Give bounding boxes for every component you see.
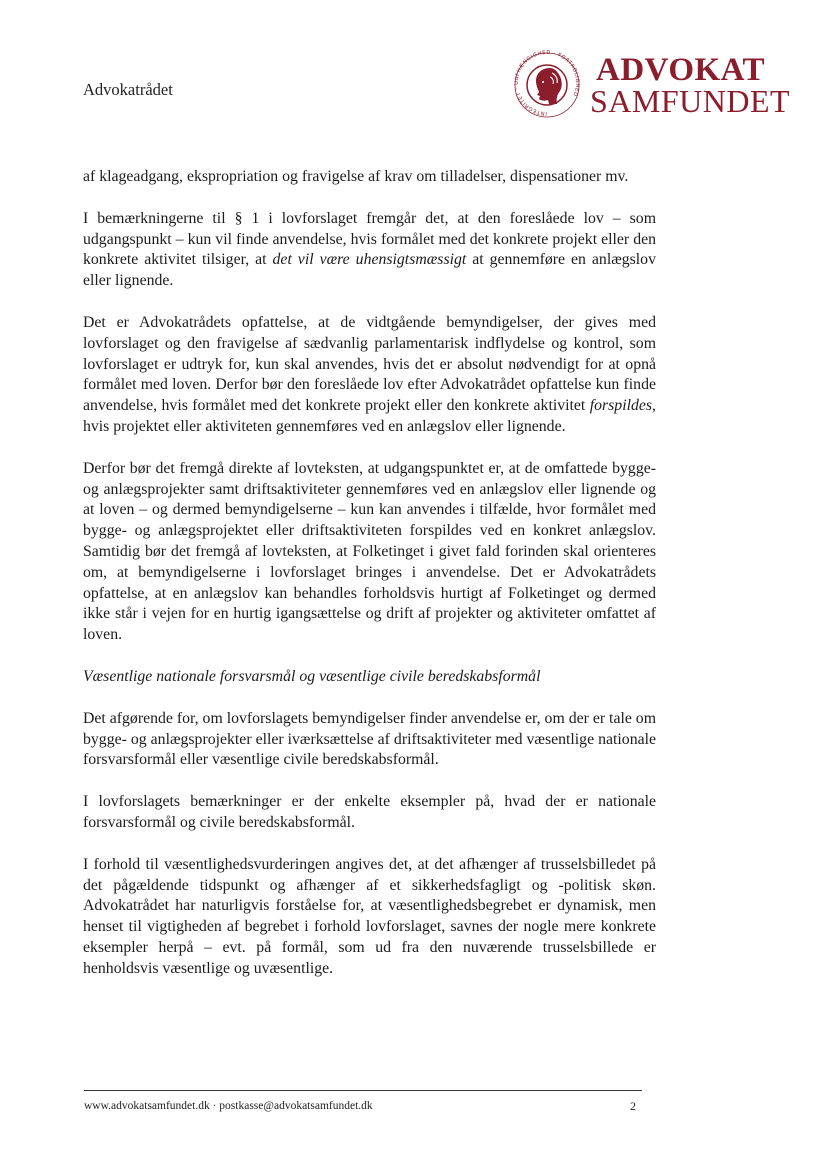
footer-contact: www.advokatsamfundet.dk · postkasse@advokatsamfundet.dk [84, 1100, 373, 1112]
paragraph-2-text-b: at gennemføre en anlægslov eller lignende. [83, 251, 656, 290]
paragraph-2-text-a: I bemærkningerne til § 1 i lovforslaget fremgår det, at den foreslåede lov – som udgangspunkt – kun vil finde anvendelse, hvis formålet med det konkrete projekt eller den konkrete aktivitet tilsiger, at [83, 209, 656, 269]
seal-text: INTEGRITET · UAFHÆNGIGHED · FORTROLIGHED [513, 50, 581, 117]
footer-divider [84, 1090, 642, 1091]
paragraph-4: Derfor bør det fremgå direkte af lovteksten, at udgangspunktet er, at de omfattede bygge- og anlægsprojekter samt driftsaktiviteter gennemføres ved en anlægslov eller lignende og at loven – og dermed bemyndigelserne – kun kan anvendes i tilfælde, hvor formålet med bygge- og anlægsprojektet eller driftsaktiviteten forspildes ved en konkret anlægslov. Samtidig bør det fremgå af lovteksten, at Folketinget i givet fald forinden skal orienteres om, at bemyndigelserne i lovforslaget bringes i anvendelse. Det er Advokatrådets opfattelse, at en anlægslov kan behandles forholdsvis hurtigt af Folketinget og dermed ikke står i vejen for en hurtig igangsættelse og drift af projekter og aktiviteter omfattet af loven. [83, 459, 656, 644]
paragraph-7: I forhold til væsentlighedsvurderingen angives det, at det afhænger af trusselsbilledet på det pågældende tidspunkt og afhænger af et sikkerhedsfagligt og -politisk skøn. Advokatrådet har naturligvis forståelse for, at væsentlighedsbegrebet er dynamisk, men henset til vigtigheden af begrebet i forhold lovforslaget, savnes der nogle mere konkrete eksempler herpå – evt. på formål, som ud fra den nuværende trusselsbillede er henholdsvis væsentlige og uvæsentlige. [83, 855, 656, 977]
paragraph-3-emphasis: forspildes [589, 397, 653, 415]
advokatsamfundet-logo [506, 50, 796, 120]
paragraph-5: Det afgørende for, om lovforslagets bemyndigelser finder anvendelse er, om der er tale om bygge- og anlægsprojekter eller iværksættelse af driftsaktiviteter med væsentlige nationale forsvarsformål eller væsentlige civile beredskabsformål. [83, 709, 656, 769]
logo-wordmark-samfundet: SAMFUNDET [590, 83, 791, 119]
paragraph-2 [83, 209, 656, 292]
paragraph-6: I lovforslagets bemærkninger er der enkelte eksempler på, hvad der er nationale forsvarsformål og civile beredskabsformål. [83, 793, 656, 831]
page-number: 2 [630, 1099, 636, 1113]
logo-wordmark-advokat: ADVOKAT [596, 52, 766, 88]
paragraph-3 [83, 313, 656, 438]
sender-name: Advokatrådet [83, 80, 173, 99]
section-heading: Væsentlige nationale forsvarsmål og væsentlige civile beredskabsformål [83, 667, 541, 685]
letter-body [83, 167, 656, 980]
paragraph-2-emphasis: det vil være uhensigtsmæssigt [272, 251, 467, 269]
paragraph-1: af klageadgang, ekspropriation og fravigelse af krav om tilladelser, dispensationer mv. [83, 168, 629, 185]
paragraph-3-text-b: , hvis projektet eller aktiviteten gennemføres ved en anlægslov eller lignende. [83, 397, 656, 435]
seal-emblem-icon [506, 50, 588, 120]
paragraph-3-text-a: Det er Advokatrådets opfattelse, at de vidtgående bemyndigelser, der gives med lovforslaget og den fravigelse af sædvanlig parlamentarisk indflydelse og kontrol, som lovforslaget er udtryk for, kun skal anvendes, hvis det er absolut nødvendigt for at opnå formålet med loven. Derfor bør den foreslåede lov efter Advokatrådet opfattelse kun finde anvendelse, hvis formålet med det konkrete projekt eller den konkrete aktivitet [83, 313, 656, 415]
